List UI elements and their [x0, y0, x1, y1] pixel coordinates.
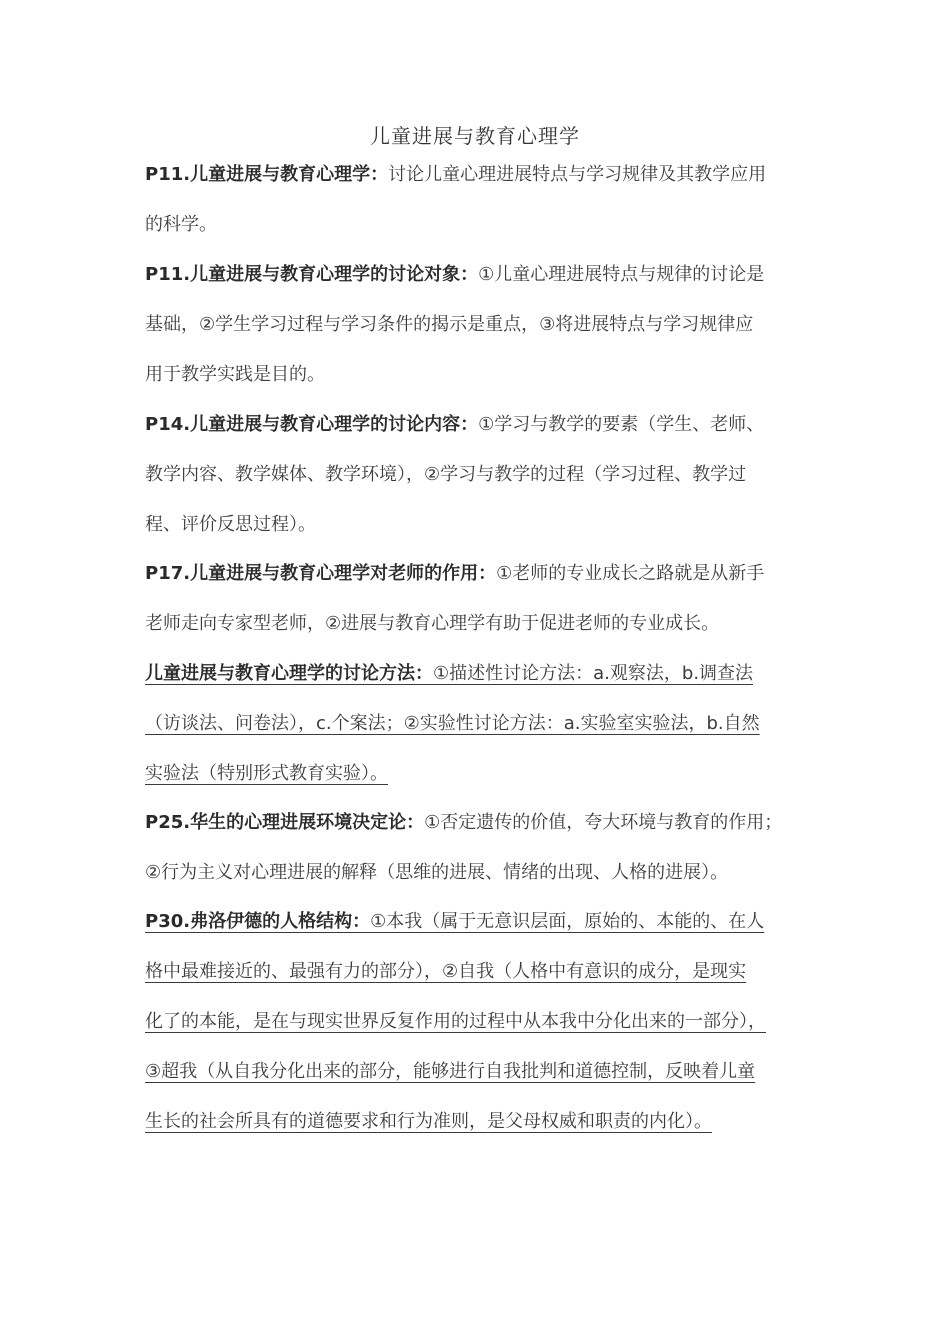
- section-term: P11.儿童进展与教育心理学的讨论对象：: [145, 264, 479, 285]
- section-p30-freud: [145, 897, 825, 1147]
- section-line: 用于教学实践是目的。: [145, 364, 325, 385]
- section-line: [145, 997, 825, 1047]
- section-line: 教学内容、教学媒体、教学环境），②学习与教学的过程（学习过程、教学过: [145, 464, 747, 485]
- section-text: ①描述性讨论方法：a.观察法，b.调查法: [433, 663, 754, 684]
- section-line: ②行为主义对心理进展的解释（思维的进展、情绪的出现、人格的进展）。: [145, 862, 729, 883]
- section-p25-watson: [145, 798, 825, 898]
- section-text: 格中最难接近的、最强有力的部分），②自我（人格中有意识的成分，是现实: [145, 961, 747, 982]
- section-term: P30.弗洛伊德的人格结构：: [145, 911, 371, 932]
- section-text: ①本我（属于无意识层面，原始的、本能的、在人: [370, 911, 765, 932]
- section-line: 程、评价反思过程）。: [145, 514, 316, 535]
- section-text: ①否定遗传的价值，夸大环境与教育的作用；: [424, 812, 783, 833]
- section-line: 老师走向专家型老师，②进展与教育心理学有助于促进老师的专业成长。: [145, 613, 720, 634]
- section-text: ①儿童心理进展特点与规律的讨论是: [478, 264, 765, 285]
- document-title: 儿童进展与教育心理学: [370, 124, 580, 148]
- section-term: P14.儿童进展与教育心理学的讨论内容：: [145, 414, 479, 435]
- section-text: ①学习与教学的要素（学生、老师、: [478, 414, 765, 435]
- section-line: [145, 947, 825, 997]
- section-text: 化了的本能，是在与现实世界反复作用的过程中从本我中分化出来的一部分），: [145, 1011, 766, 1032]
- section-p14-research-content: [145, 400, 825, 550]
- section-line: [145, 1047, 825, 1097]
- section-line: 基础，②学生学习过程与学习条件的揭示是重点，③将进展特点与学习规律应: [145, 314, 754, 335]
- section-p11-research-object: [145, 250, 825, 400]
- section-line: 的科学。: [145, 214, 217, 235]
- section-term: P11.儿童进展与教育心理学：: [145, 164, 389, 185]
- section-text: ③超我（从自我分化出来的部分，能够进行自我批判和道德控制，反映着儿童: [145, 1061, 756, 1082]
- section-term: P25.华生的心理进展环境决定论：: [145, 812, 425, 833]
- section-text: 讨论儿童心理进展特点与学习规律及其教学应用: [388, 164, 767, 185]
- section-line: [145, 749, 825, 799]
- section-line: [145, 798, 825, 848]
- section-line: [145, 649, 825, 699]
- section-line: [145, 549, 825, 599]
- section-line: [145, 897, 825, 947]
- section-text: 实验法（特别形式教育实验）。: [145, 763, 388, 784]
- section-p11-definition: [145, 150, 825, 250]
- section-term: 儿童进展与教育心理学的讨论方法：: [145, 663, 433, 684]
- section-line: [145, 400, 825, 450]
- section-research-methods: [145, 649, 825, 799]
- section-term: P17.儿童进展与教育心理学对老师的作用：: [145, 563, 497, 584]
- section-text: （访谈法、问卷法），c.个案法；②实验性讨论方法：a.实验室实验法，b.自然: [145, 713, 760, 734]
- section-text: 生长的社会所具有的道德要求和行为准则，是父母权威和职责的内化）。: [145, 1111, 712, 1132]
- section-line: [145, 699, 825, 749]
- section-line: [145, 250, 825, 300]
- section-text: ①老师的专业成长之路就是从新手: [496, 563, 765, 584]
- section-line: [145, 1097, 825, 1147]
- section-line: [145, 150, 825, 200]
- section-p17-teacher-role: [145, 549, 825, 649]
